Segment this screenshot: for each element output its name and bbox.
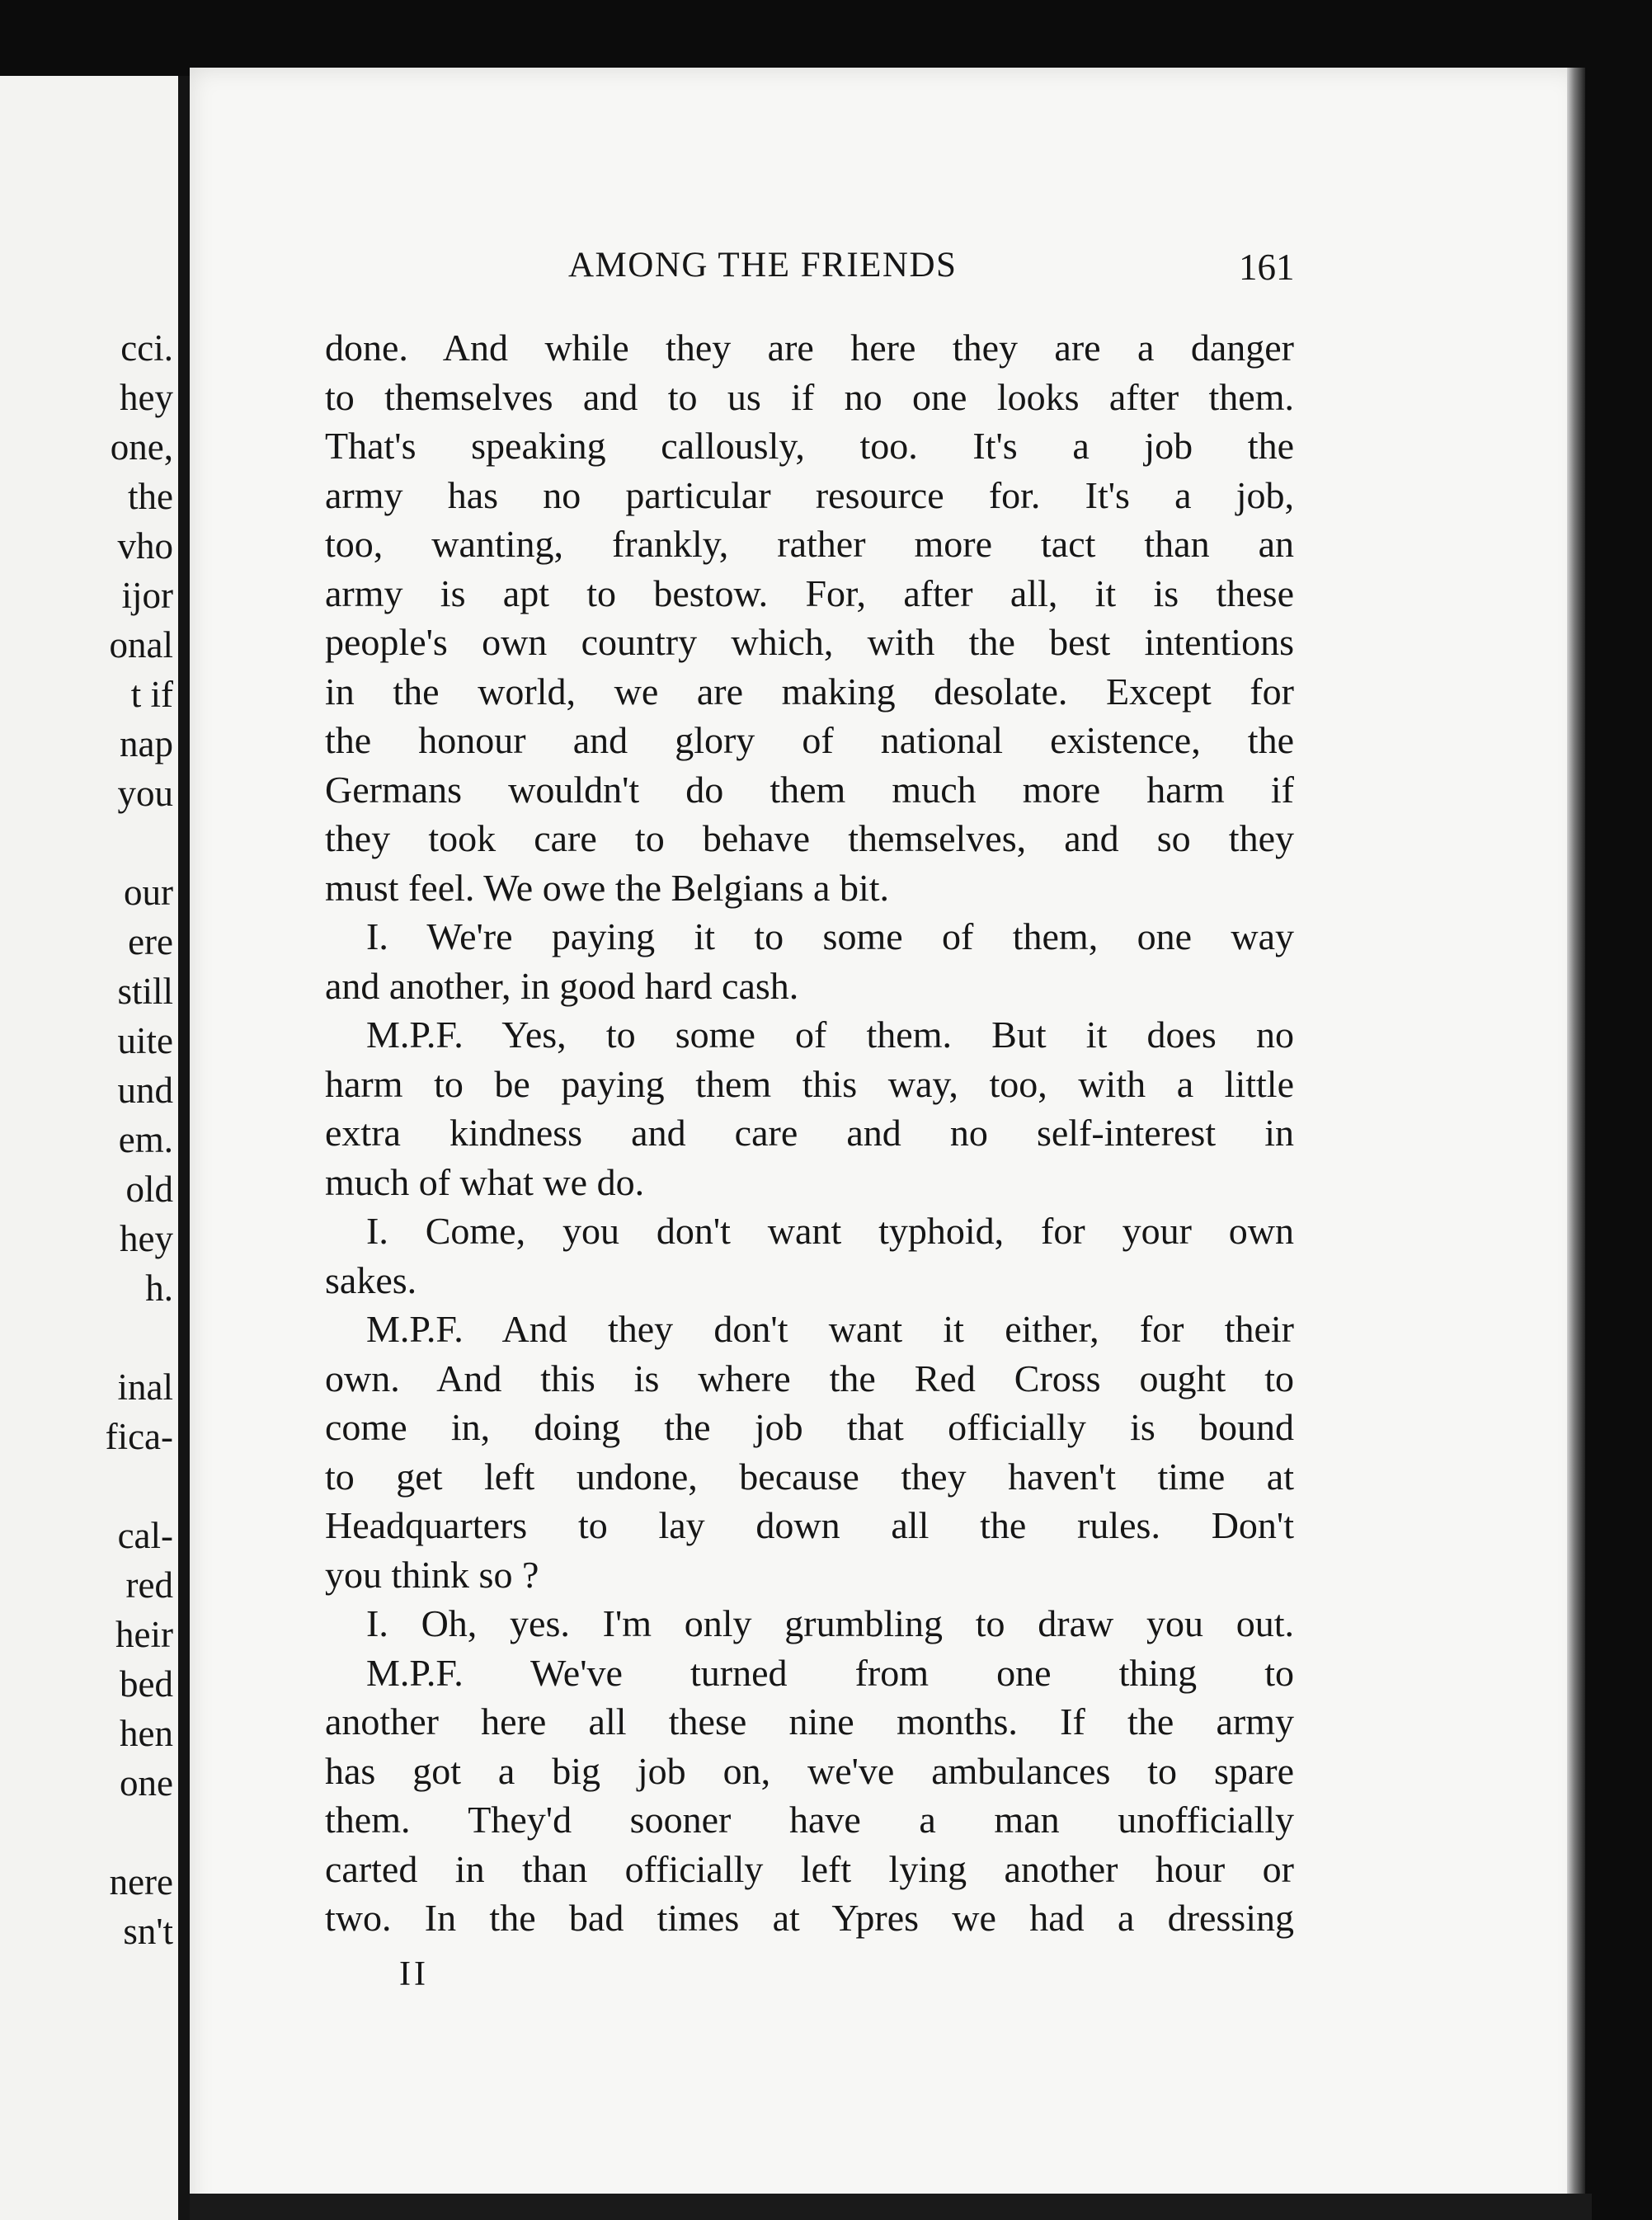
fragment-line: inal (117, 1366, 173, 1408)
fragment-line: und (117, 1070, 173, 1111)
fragment-line: onal (109, 624, 173, 666)
fragment-line: em. (118, 1119, 173, 1160)
fragment-line: you (117, 773, 173, 814)
text-line: must feel. We owe the Belgians a bit. (325, 866, 890, 909)
fragment-line: bed (120, 1663, 173, 1705)
text-line: come in, doing the job that officially is bound (325, 1406, 1294, 1448)
fragment-line (0, 1461, 186, 1511)
scan-border (190, 2194, 1592, 2220)
text-line: army has no particular resource for. It's a job, (325, 473, 1294, 516)
text-line: people's own country which, with the best intentions (325, 621, 1294, 663)
text-line: done. And while they are here they are a danger (325, 327, 1294, 369)
fragment-line: hey (120, 377, 173, 418)
signature-mark: II (399, 1955, 429, 1993)
facing-page-text-fragments (0, 323, 186, 1956)
text-line: M.P.F. We've turned from one thing to (366, 1651, 1294, 1694)
fragment-line: red (125, 1564, 173, 1606)
fragment-line: still (117, 971, 173, 1012)
text-line: two. In the bad times at Ypres we had a dressing (325, 1897, 1294, 1939)
text-line: the honour and glory of national existence, the (325, 719, 1294, 761)
fragment-line: nere (109, 1861, 173, 1903)
text-line: That's speaking callously, too. It's a job the (325, 425, 1294, 467)
text-line: another here all these nine months. If the army (325, 1700, 1294, 1743)
fragment-line: vho (117, 525, 173, 567)
fragment-line: fica- (105, 1416, 173, 1457)
text-line: to themselves and to us if no one looks after them. (325, 375, 1294, 418)
running-head: AMONG THE FRIENDS (568, 246, 958, 285)
fragment-line: hey (120, 1218, 173, 1259)
fragment-line: old (125, 1169, 173, 1210)
text-line: own. And this is where the Red Cross ought to (325, 1357, 1294, 1399)
text-line: extra kindness and care and no self-interest in (325, 1112, 1294, 1154)
fragment-line (0, 1808, 186, 1857)
text-line: sakes. (325, 1258, 417, 1301)
fragment-line: cal- (117, 1515, 173, 1556)
facing-page (0, 76, 186, 2220)
text-line: too, wanting, frankly, rather more tact than an (325, 523, 1294, 565)
fragment-line (0, 1313, 186, 1362)
text-line: much of what we do. (325, 1160, 645, 1203)
text-line: Germans wouldn't do them much more harm if (325, 768, 1294, 811)
text-line: you think so ? (325, 1553, 539, 1596)
text-line: them. They'd sooner have a man unofficially (325, 1799, 1294, 1841)
fragment-line: the (128, 476, 173, 517)
fragment-line: uite (117, 1020, 173, 1061)
fragment-line: t if (130, 674, 173, 715)
body-text (325, 323, 1294, 1943)
text-line: has got a big job on, we've ambulances to spare (325, 1749, 1294, 1792)
text-line: in the world, we are making desolate. Except for (325, 670, 1294, 713)
text-line: and another, in good hard cash. (325, 964, 799, 1007)
text-line: Headquarters to lay down all the rules. Don't (325, 1504, 1294, 1546)
fragment-line: nap (120, 723, 173, 764)
fragment-line: one, (110, 426, 173, 468)
fragment-line: heir (115, 1614, 173, 1655)
fragment-line: ijor (121, 575, 173, 616)
fragment-line: our (124, 872, 173, 913)
book-gutter (178, 76, 190, 2220)
text-line: they took care to behave themselves, and so they (325, 817, 1294, 859)
fragment-line: hen (120, 1713, 173, 1754)
text-line: harm to be paying them this way, too, with a little (325, 1062, 1294, 1105)
text-line: to get left undone, because they haven't time at (325, 1455, 1294, 1498)
text-line: I. Come, you don't want typhoid, for your own (366, 1210, 1294, 1252)
fragment-line: h. (145, 1268, 173, 1309)
text-line: I. Oh, yes. I'm only grumbling to draw you out. (366, 1602, 1294, 1644)
text-line: army is apt to bestow. For, after all, it is these (325, 571, 1294, 614)
page-edge (1567, 68, 1585, 2220)
fragment-line: cci. (120, 327, 173, 369)
page-number: 161 (1239, 247, 1295, 288)
fragment-line (0, 818, 186, 868)
text-line: M.P.F. And they don't want it either, for their (366, 1308, 1294, 1350)
fragment-line: ere (128, 921, 173, 962)
text-line: I. We're paying it to some of them, one way (366, 915, 1294, 957)
text-line: carted in than officially left lying another hour or (325, 1847, 1294, 1890)
fragment-line: sn't (123, 1911, 173, 1952)
fragment-line: one (120, 1762, 173, 1804)
text-line: M.P.F. Yes, to some of them. But it does no (366, 1014, 1294, 1056)
